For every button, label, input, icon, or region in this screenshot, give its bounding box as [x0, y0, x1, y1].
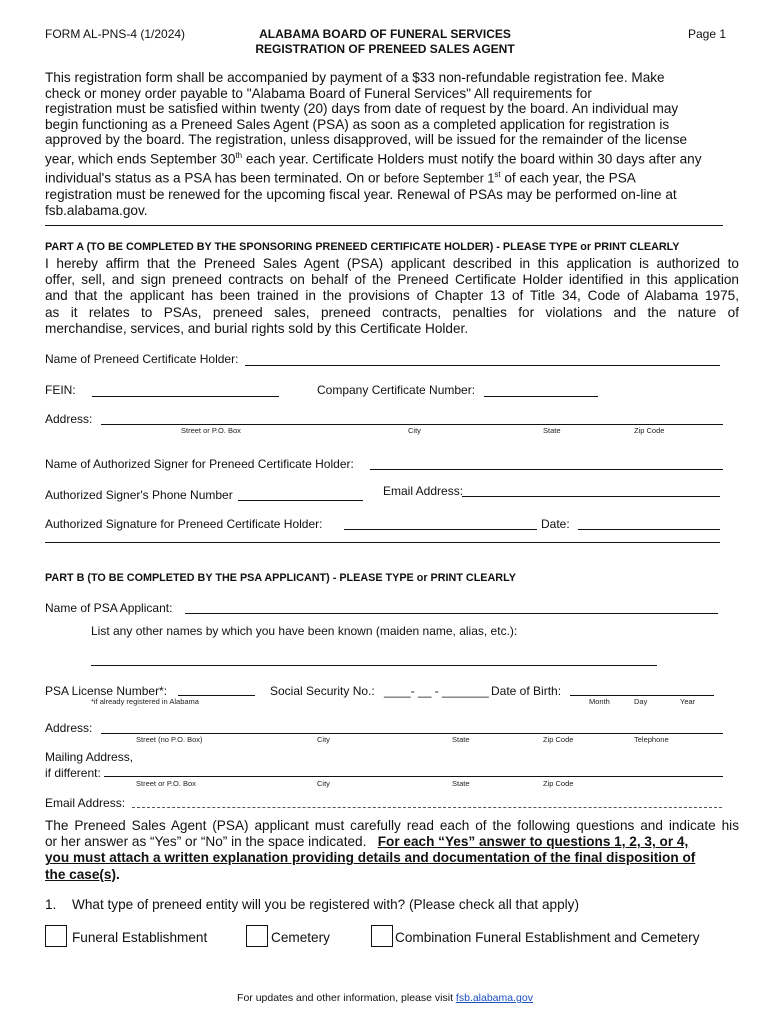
fein-field[interactable] [92, 396, 279, 397]
sub-street-nopo: Street (no P.O. Box) [136, 735, 203, 744]
sub-state: State [452, 735, 470, 744]
sub-month: Month [589, 697, 610, 706]
applicant-address-label: Address: [45, 721, 93, 735]
affirm-line: offer, sell, and sign preneed contracts on behalf of the Preneed Certificate Holder identified in this application [45, 272, 739, 288]
funeral-establishment-label: Funeral Establishment [72, 930, 208, 945]
combination-label: Combination Funeral Establishment and Cemetery [395, 930, 700, 945]
license-field[interactable] [178, 695, 255, 696]
applicant-email-label: Email Address: [45, 796, 126, 810]
instructions-line: you must attach a written explanation providing details and documentation of the final disposition of [45, 850, 696, 866]
intro-line: check or money order payable to "Alabama Board of Funeral Services" All requirements for [45, 85, 592, 101]
sub-day: Day [634, 697, 648, 706]
holder-address-field[interactable] [101, 424, 723, 425]
intro-line: This registration form shall be accompanied by payment of a $33 non-refundable registration fee. Make [45, 70, 665, 85]
ssn-label: Social Security No.: [270, 684, 375, 698]
date-label: Date: [541, 517, 570, 531]
signer-phone-field[interactable] [238, 500, 363, 501]
q1-number: 1. [45, 897, 57, 912]
sub-zip: Zip Code [543, 735, 574, 744]
part-a-affirmation [45, 256, 739, 337]
mailing-label: Mailing Address, [45, 750, 134, 764]
sub-street: Street or P.O. Box [136, 779, 196, 788]
affirm-line: and that the applicant has been trained in the provisions of Chapter 13 of Title 34, Code of Alabama 1975, [45, 288, 739, 304]
intro-line: begin functioning as a Preneed Sales Agent (PSA) as soon as a completed application for registration is [45, 116, 670, 132]
sub-telephone: Telephone [634, 735, 669, 744]
signer-name-label: Name of Authorized Signer for Preneed Certificate Holder: [45, 457, 354, 471]
agency-name: ALABAMA BOARD OF FUNERAL SERVICES [259, 27, 511, 41]
sub-state: State [543, 426, 561, 435]
signature-field[interactable] [344, 529, 537, 530]
affirm-line: I hereby affirm that the Preneed Sales Agent (PSA) applicant described in this application is authorized to [45, 256, 739, 271]
other-names-field[interactable] [91, 665, 657, 666]
applicant-name-field[interactable] [185, 613, 718, 614]
dob-label: Date of Birth: [491, 684, 562, 698]
mailing-label-cont: if different: [45, 766, 101, 780]
sub-zip: Zip Code [634, 426, 665, 435]
sub-state: State [452, 779, 470, 788]
applicant-name-label: Name of PSA Applicant: [45, 601, 173, 615]
affirm-line-last: merchandise, services, and burial rights sold by this Certificate Holder. [45, 320, 469, 336]
instructions-paragraph [45, 818, 739, 883]
signer-email-label: Email Address: [383, 484, 464, 498]
license-note: *if already registered in Alabama [91, 697, 199, 706]
signer-name-field[interactable] [370, 469, 723, 470]
intro-line: fsb.alabama.gov. [45, 202, 148, 218]
instructions-line: The Preneed Sales Agent (PSA) applicant must carefully read each of the following questions and indicate his [45, 818, 739, 833]
footer-text: For updates and other information, please visit [237, 992, 453, 1004]
sub-city: City [317, 779, 330, 788]
part-b-heading: PART B (TO BE COMPLETED BY THE PSA APPLICANT) - PLEASE TYPE or PRINT CLEARLY [45, 572, 516, 584]
intro-line: registration must be renewed for the upcoming fiscal year. Renewal of PSAs may be performed on-line at [45, 187, 677, 203]
footer [0, 992, 770, 1004]
other-names-label: List any other names by which you have been known (maiden name, alias, etc.): [91, 624, 518, 638]
sub-city: City [317, 735, 330, 744]
holder-name-field[interactable] [245, 365, 720, 366]
applicant-address-field[interactable] [101, 733, 723, 734]
funeral-establishment-checkbox[interactable] [45, 925, 67, 947]
signature-label: Authorized Signature for Preneed Certificate Holder: [45, 517, 323, 531]
mailing-address-field[interactable] [104, 776, 723, 777]
section-divider [45, 542, 720, 543]
applicant-email-field[interactable] [132, 807, 722, 808]
intro-line: registration must be satisfied within twenty (20) days from date of request by the board. An individual may [45, 101, 679, 117]
sub-zip: Zip Code [543, 779, 574, 788]
signer-phone-label: Authorized Signer's Phone Number [45, 488, 233, 502]
license-label: PSA License Number*: [45, 684, 168, 698]
sub-street: Street or P.O. Box [181, 426, 241, 435]
combination-checkbox[interactable] [371, 925, 393, 947]
part-a-heading: PART A (TO BE COMPLETED BY THE SPONSORING PRENEED CERTIFICATE HOLDER) - PLEASE TYPE or PRINT CLEARLY [45, 241, 680, 253]
company-cert-label: Company Certificate Number: [317, 383, 476, 397]
cemetery-checkbox[interactable] [246, 925, 268, 947]
form-id: FORM AL-PNS-4 (1/2024) [45, 27, 186, 41]
dob-field[interactable] [570, 695, 714, 696]
q1-text: What type of preneed entity will you be registered with? (Please check all that apply) [72, 897, 580, 912]
section-divider [45, 225, 723, 226]
page-number: Page 1 [688, 27, 727, 41]
holder-address-label: Address: [45, 412, 93, 426]
cemetery-label: Cemetery [271, 930, 330, 945]
footer-link[interactable]: fsb.alabama.gov [455, 992, 533, 1004]
sub-year: Year [680, 697, 696, 706]
date-field[interactable] [578, 529, 720, 530]
affirm-line: as it relates to PSAs, preneed sales, preneed contracts, penalties for violations and the nature of [45, 304, 739, 320]
page-title: REGISTRATION OF PRENEED SALES AGENT [255, 42, 515, 56]
holder-name-label: Name of Preneed Certificate Holder: [45, 352, 239, 366]
instructions-line: or her answer as “Yes” or “No” in the space indicated. For each “Yes” answer to questions 1, 2, 3, or 4, [45, 834, 689, 850]
sub-city: City [408, 426, 421, 435]
intro-line: individual's status as a PSA has been terminated. On or before September 1st of each year, the PSA [45, 170, 636, 186]
company-cert-field[interactable] [484, 396, 598, 397]
signer-email-field[interactable] [462, 496, 720, 497]
intro-line: approved by the board. The registration, unless disapproved, will be issued for the remainder of the license [45, 132, 688, 148]
intro-line: year, which ends September 30th each year. Certificate Holders must notify the board within 30 days after any [45, 150, 702, 167]
ssn-field[interactable]: ____- __ - _______ [384, 684, 489, 698]
fein-label: FEIN: [45, 383, 76, 397]
intro-paragraph [45, 70, 735, 218]
instructions-line: the case(s). [45, 866, 120, 882]
